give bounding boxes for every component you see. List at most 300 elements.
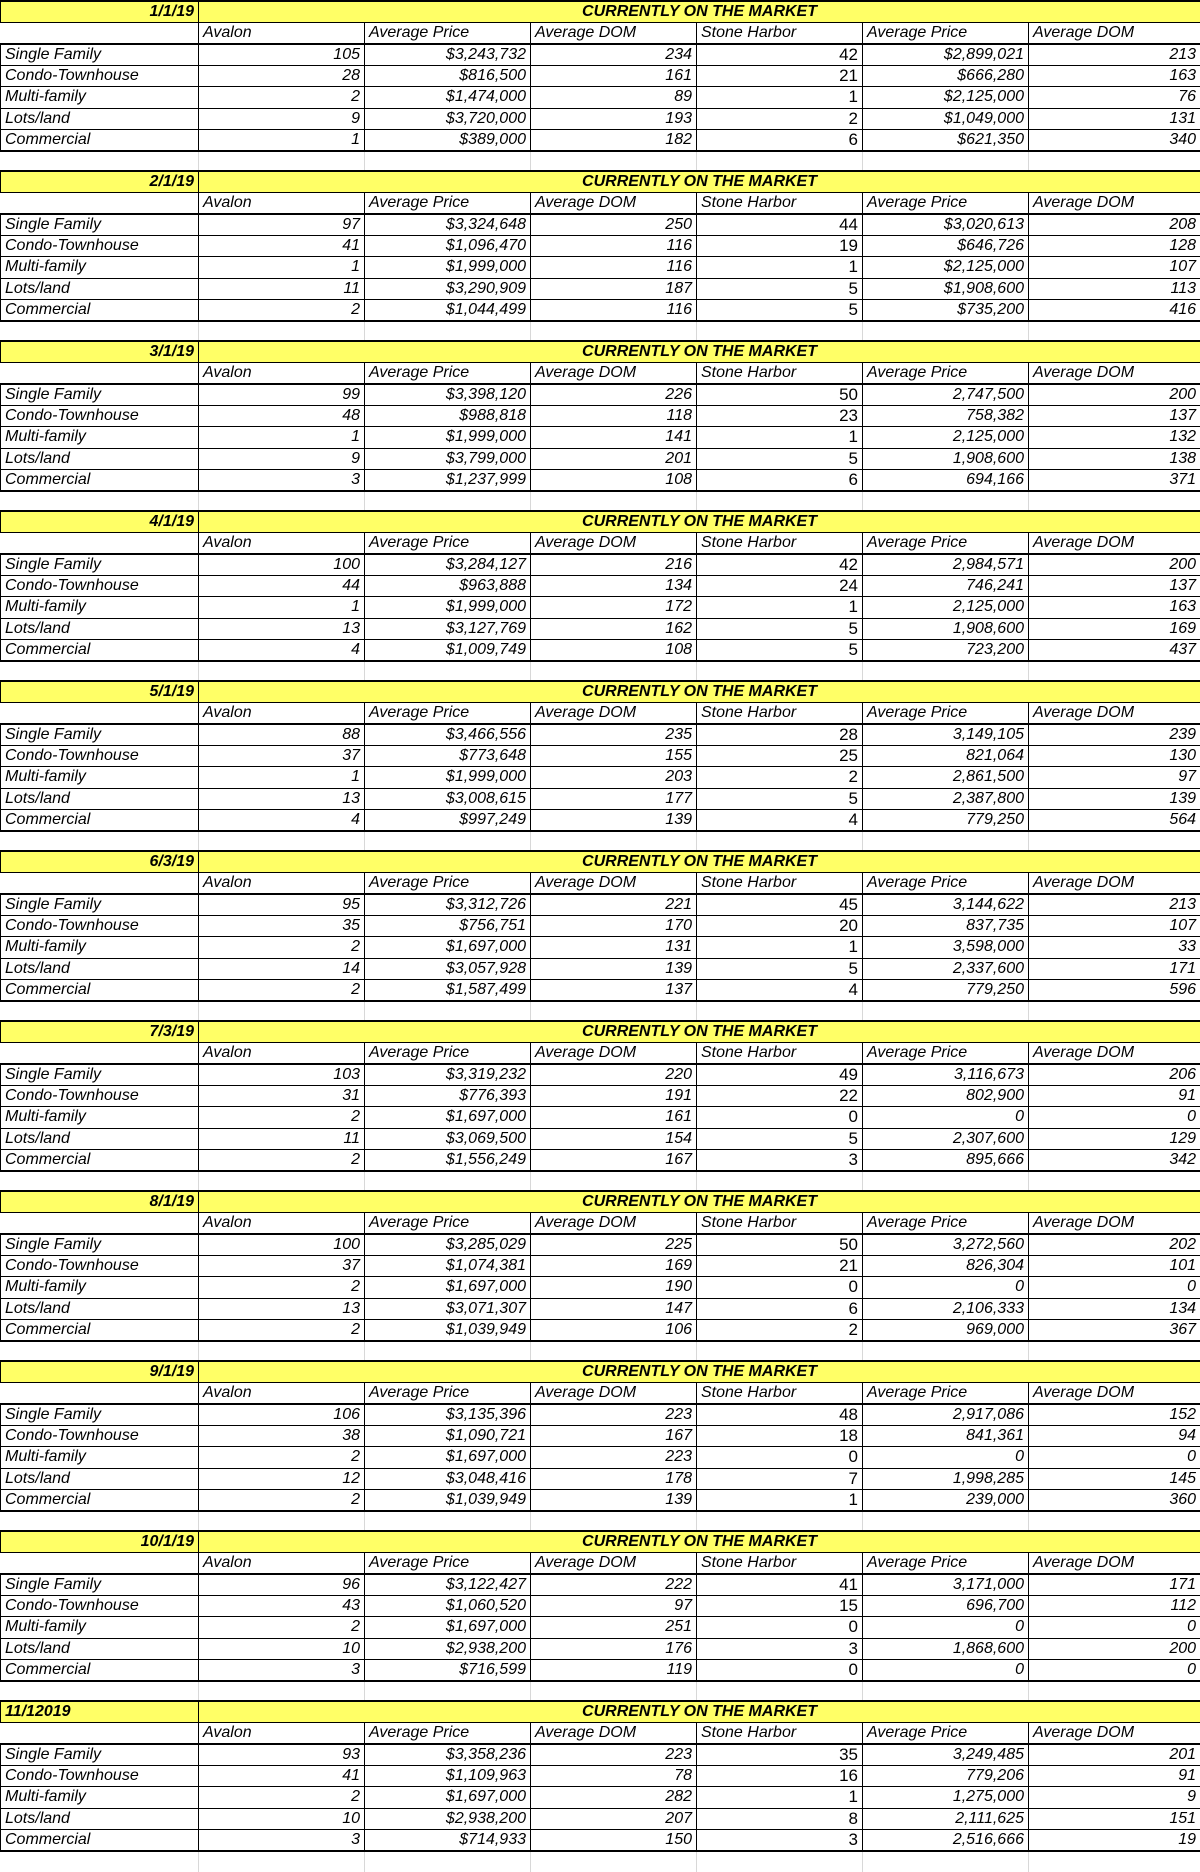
property-type-cell[interactable]: Single Family xyxy=(1,894,199,916)
avalon-avg-dom-cell[interactable]: 134 xyxy=(531,576,697,597)
sh-avg-price-cell[interactable]: 826,304 xyxy=(863,1256,1029,1277)
property-type-cell[interactable]: Multi-family xyxy=(1,597,199,618)
sh-avg-dom-cell[interactable]: 132 xyxy=(1029,427,1200,448)
avalon-count-cell[interactable]: 10 xyxy=(199,1808,365,1829)
sh-count-cell[interactable]: 24 xyxy=(697,576,863,597)
avalon-count-cell[interactable]: 1 xyxy=(199,427,365,448)
corner-cell[interactable] xyxy=(1,1553,199,1575)
sh-avg-price-cell[interactable]: $3,020,613 xyxy=(863,214,1029,236)
sh-avg-price-cell[interactable]: 821,064 xyxy=(863,746,1029,767)
property-type-cell[interactable]: Multi-family xyxy=(1,87,199,108)
avalon-avg-dom-cell[interactable]: 177 xyxy=(531,788,697,809)
avalon-avg-dom-cell[interactable]: 108 xyxy=(531,639,697,661)
avalon-avg-dom-cell[interactable]: 78 xyxy=(531,1766,697,1787)
sh-avg-dom-cell[interactable]: 91 xyxy=(1029,1086,1200,1107)
avalon-avg-price-cell[interactable]: $1,109,963 xyxy=(365,1766,531,1787)
column-header-stone-harbor[interactable]: Stone Harbor xyxy=(697,23,863,45)
corner-cell[interactable] xyxy=(1,23,199,45)
avalon-avg-dom-cell[interactable]: 139 xyxy=(531,1489,697,1511)
sh-count-cell[interactable]: 2 xyxy=(697,108,863,129)
sh-avg-dom-cell[interactable]: 206 xyxy=(1029,1064,1200,1086)
sh-avg-price-cell[interactable]: $735,200 xyxy=(863,299,1029,321)
property-type-cell[interactable]: Single Family xyxy=(1,1574,199,1596)
block-title-cell[interactable]: CURRENTLY ON THE MARKET xyxy=(199,1,1200,23)
sh-avg-price-cell[interactable]: 1,908,600 xyxy=(863,618,1029,639)
block-date-cell[interactable]: 4/1/19 xyxy=(1,511,199,533)
avalon-avg-dom-cell[interactable]: 221 xyxy=(531,894,697,916)
column-header-sh-avg-dom[interactable]: Average DOM xyxy=(1029,363,1200,385)
avalon-count-cell[interactable]: 48 xyxy=(199,406,365,427)
avalon-avg-dom-cell[interactable]: 131 xyxy=(531,937,697,958)
column-header-avalon[interactable]: Avalon xyxy=(199,703,365,725)
column-header-sh-avg-price[interactable]: Average Price xyxy=(863,23,1029,45)
property-type-cell[interactable]: Commercial xyxy=(1,979,199,1001)
sh-avg-dom-cell[interactable]: 128 xyxy=(1029,236,1200,257)
empty-cell[interactable] xyxy=(1,1341,199,1362)
avalon-avg-dom-cell[interactable]: 282 xyxy=(531,1787,697,1808)
avalon-count-cell[interactable]: 41 xyxy=(199,1766,365,1787)
empty-cell[interactable] xyxy=(697,1171,863,1192)
column-header-avalon[interactable]: Avalon xyxy=(199,1383,365,1405)
avalon-count-cell[interactable]: 1 xyxy=(199,767,365,788)
property-type-cell[interactable]: Commercial xyxy=(1,1489,199,1511)
avalon-count-cell[interactable]: 2 xyxy=(199,1107,365,1128)
empty-cell[interactable] xyxy=(199,1171,365,1192)
sh-avg-dom-cell[interactable]: 367 xyxy=(1029,1319,1200,1341)
column-header-stone-harbor[interactable]: Stone Harbor xyxy=(697,1553,863,1575)
sh-avg-price-cell[interactable]: 3,149,105 xyxy=(863,724,1029,746)
sh-avg-dom-cell[interactable]: 19 xyxy=(1029,1829,1200,1851)
column-header-sh-avg-price[interactable]: Average Price xyxy=(863,873,1029,895)
empty-cell[interactable] xyxy=(1,151,199,172)
block-date-cell[interactable]: 10/1/19 xyxy=(1,1531,199,1553)
avalon-avg-dom-cell[interactable]: 223 xyxy=(531,1447,697,1468)
sh-avg-dom-cell[interactable]: 137 xyxy=(1029,576,1200,597)
column-header-stone-harbor[interactable]: Stone Harbor xyxy=(697,1383,863,1405)
sh-avg-dom-cell[interactable]: 200 xyxy=(1029,1638,1200,1659)
avalon-count-cell[interactable]: 1 xyxy=(199,257,365,278)
avalon-count-cell[interactable]: 1 xyxy=(199,129,365,151)
sh-avg-price-cell[interactable]: 2,516,666 xyxy=(863,1829,1029,1851)
property-type-cell[interactable]: Commercial xyxy=(1,469,199,491)
property-type-cell[interactable]: Single Family xyxy=(1,1234,199,1256)
property-type-cell[interactable]: Lots/land xyxy=(1,108,199,129)
avalon-count-cell[interactable]: 88 xyxy=(199,724,365,746)
sh-avg-dom-cell[interactable]: 101 xyxy=(1029,1256,1200,1277)
column-header-sh-avg-dom[interactable]: Average DOM xyxy=(1029,873,1200,895)
empty-cell[interactable] xyxy=(365,1171,531,1192)
column-header-avalon-avg-price[interactable]: Average Price xyxy=(365,873,531,895)
empty-cell[interactable] xyxy=(1,321,199,342)
empty-cell[interactable] xyxy=(863,1171,1029,1192)
sh-avg-price-cell[interactable]: 3,171,000 xyxy=(863,1574,1029,1596)
avalon-avg-dom-cell[interactable]: 106 xyxy=(531,1319,697,1341)
sh-avg-price-cell[interactable]: 2,387,800 xyxy=(863,788,1029,809)
empty-cell[interactable] xyxy=(531,1511,697,1532)
avalon-count-cell[interactable]: 13 xyxy=(199,618,365,639)
avalon-avg-price-cell[interactable]: $716,599 xyxy=(365,1659,531,1681)
sh-avg-price-cell[interactable]: 0 xyxy=(863,1659,1029,1681)
avalon-count-cell[interactable]: 11 xyxy=(199,1128,365,1149)
empty-cell[interactable] xyxy=(1029,661,1200,682)
sh-avg-price-cell[interactable]: 0 xyxy=(863,1617,1029,1638)
sh-count-cell[interactable]: 5 xyxy=(697,1128,863,1149)
avalon-avg-dom-cell[interactable]: 147 xyxy=(531,1298,697,1319)
empty-cell[interactable] xyxy=(863,1851,1029,1872)
column-header-sh-avg-price[interactable]: Average Price xyxy=(863,363,1029,385)
column-header-avalon-avg-dom[interactable]: Average DOM xyxy=(531,1723,697,1745)
sh-avg-dom-cell[interactable]: 33 xyxy=(1029,937,1200,958)
column-header-avalon[interactable]: Avalon xyxy=(199,193,365,215)
property-type-cell[interactable]: Multi-family xyxy=(1,1447,199,1468)
sh-avg-price-cell[interactable]: $2,125,000 xyxy=(863,87,1029,108)
sh-avg-dom-cell[interactable]: 200 xyxy=(1029,384,1200,406)
sh-avg-dom-cell[interactable]: 131 xyxy=(1029,108,1200,129)
avalon-count-cell[interactable]: 3 xyxy=(199,1829,365,1851)
avalon-count-cell[interactable]: 2 xyxy=(199,1149,365,1171)
empty-cell[interactable] xyxy=(1029,321,1200,342)
empty-cell[interactable] xyxy=(1,1681,199,1702)
sh-avg-price-cell[interactable]: 1,908,600 xyxy=(863,448,1029,469)
empty-cell[interactable] xyxy=(199,661,365,682)
corner-cell[interactable] xyxy=(1,1043,199,1065)
avalon-avg-price-cell[interactable]: $1,697,000 xyxy=(365,937,531,958)
avalon-count-cell[interactable]: 2 xyxy=(199,937,365,958)
sh-count-cell[interactable]: 0 xyxy=(697,1617,863,1638)
avalon-count-cell[interactable]: 9 xyxy=(199,108,365,129)
avalon-count-cell[interactable]: 2 xyxy=(199,1787,365,1808)
sh-avg-price-cell[interactable]: 0 xyxy=(863,1447,1029,1468)
property-type-cell[interactable]: Single Family xyxy=(1,1064,199,1086)
avalon-count-cell[interactable]: 1 xyxy=(199,597,365,618)
sh-count-cell[interactable]: 42 xyxy=(697,554,863,576)
sh-count-cell[interactable]: 5 xyxy=(697,788,863,809)
sh-count-cell[interactable]: 5 xyxy=(697,278,863,299)
avalon-avg-price-cell[interactable]: $1,237,999 xyxy=(365,469,531,491)
sh-avg-dom-cell[interactable]: 239 xyxy=(1029,724,1200,746)
avalon-count-cell[interactable]: 93 xyxy=(199,1744,365,1766)
sh-avg-price-cell[interactable]: 0 xyxy=(863,1107,1029,1128)
avalon-avg-dom-cell[interactable]: 119 xyxy=(531,1659,697,1681)
property-type-cell[interactable]: Lots/land xyxy=(1,788,199,809)
avalon-avg-price-cell[interactable]: $2,938,200 xyxy=(365,1808,531,1829)
column-header-avalon[interactable]: Avalon xyxy=(199,1723,365,1745)
sh-avg-price-cell[interactable]: 2,337,600 xyxy=(863,958,1029,979)
column-header-avalon-avg-dom[interactable]: Average DOM xyxy=(531,23,697,45)
sh-avg-price-cell[interactable]: $646,726 xyxy=(863,236,1029,257)
avalon-count-cell[interactable]: 95 xyxy=(199,894,365,916)
avalon-avg-price-cell[interactable]: $3,466,556 xyxy=(365,724,531,746)
avalon-avg-dom-cell[interactable]: 190 xyxy=(531,1277,697,1298)
avalon-avg-dom-cell[interactable]: 207 xyxy=(531,1808,697,1829)
avalon-avg-price-cell[interactable]: $1,060,520 xyxy=(365,1596,531,1617)
property-type-cell[interactable]: Condo-Townhouse xyxy=(1,406,199,427)
sh-avg-dom-cell[interactable]: 129 xyxy=(1029,1128,1200,1149)
avalon-avg-price-cell[interactable]: $3,122,427 xyxy=(365,1574,531,1596)
sh-avg-dom-cell[interactable]: 0 xyxy=(1029,1659,1200,1681)
empty-cell[interactable] xyxy=(199,1511,365,1532)
column-header-avalon-avg-price[interactable]: Average Price xyxy=(365,1383,531,1405)
sh-avg-price-cell[interactable]: 2,106,333 xyxy=(863,1298,1029,1319)
column-header-sh-avg-dom[interactable]: Average DOM xyxy=(1029,1553,1200,1575)
sh-avg-dom-cell[interactable]: 94 xyxy=(1029,1426,1200,1447)
property-type-cell[interactable]: Commercial xyxy=(1,1829,199,1851)
empty-cell[interactable] xyxy=(1029,491,1200,512)
empty-cell[interactable] xyxy=(365,1511,531,1532)
column-header-sh-avg-price[interactable]: Average Price xyxy=(863,533,1029,555)
block-title-cell[interactable]: CURRENTLY ON THE MARKET xyxy=(199,851,1200,873)
avalon-count-cell[interactable]: 4 xyxy=(199,809,365,831)
avalon-count-cell[interactable]: 2 xyxy=(199,299,365,321)
column-header-sh-avg-dom[interactable]: Average DOM xyxy=(1029,1383,1200,1405)
sh-avg-dom-cell[interactable]: 145 xyxy=(1029,1468,1200,1489)
avalon-avg-dom-cell[interactable]: 176 xyxy=(531,1638,697,1659)
avalon-avg-dom-cell[interactable]: 116 xyxy=(531,257,697,278)
avalon-avg-price-cell[interactable]: $1,697,000 xyxy=(365,1787,531,1808)
empty-cell[interactable] xyxy=(1029,1851,1200,1872)
empty-cell[interactable] xyxy=(863,1511,1029,1532)
avalon-avg-price-cell[interactable]: $1,474,000 xyxy=(365,87,531,108)
sh-avg-dom-cell[interactable]: 169 xyxy=(1029,618,1200,639)
avalon-avg-dom-cell[interactable]: 234 xyxy=(531,44,697,66)
avalon-count-cell[interactable]: 2 xyxy=(199,979,365,1001)
empty-cell[interactable] xyxy=(863,151,1029,172)
empty-cell[interactable] xyxy=(1,661,199,682)
sh-avg-dom-cell[interactable]: 371 xyxy=(1029,469,1200,491)
avalon-avg-price-cell[interactable]: $3,135,396 xyxy=(365,1404,531,1426)
sh-count-cell[interactable]: 19 xyxy=(697,236,863,257)
property-type-cell[interactable]: Lots/land xyxy=(1,1808,199,1829)
avalon-avg-dom-cell[interactable]: 223 xyxy=(531,1744,697,1766)
property-type-cell[interactable]: Condo-Townhouse xyxy=(1,1256,199,1277)
sh-avg-dom-cell[interactable]: 564 xyxy=(1029,809,1200,831)
empty-cell[interactable] xyxy=(863,491,1029,512)
column-header-avalon-avg-price[interactable]: Average Price xyxy=(365,1213,531,1235)
property-type-cell[interactable]: Lots/land xyxy=(1,448,199,469)
empty-cell[interactable] xyxy=(1029,1001,1200,1022)
property-type-cell[interactable]: Single Family xyxy=(1,1404,199,1426)
sh-avg-dom-cell[interactable]: 342 xyxy=(1029,1149,1200,1171)
block-title-cell[interactable]: CURRENTLY ON THE MARKET xyxy=(199,1021,1200,1043)
block-title-cell[interactable]: CURRENTLY ON THE MARKET xyxy=(199,171,1200,193)
column-header-avalon[interactable]: Avalon xyxy=(199,533,365,555)
avalon-avg-price-cell[interactable]: $3,799,000 xyxy=(365,448,531,469)
empty-cell[interactable] xyxy=(697,321,863,342)
empty-cell[interactable] xyxy=(531,491,697,512)
sh-count-cell[interactable]: 2 xyxy=(697,1319,863,1341)
property-type-cell[interactable]: Commercial xyxy=(1,639,199,661)
sh-avg-dom-cell[interactable]: 163 xyxy=(1029,597,1200,618)
avalon-count-cell[interactable]: 9 xyxy=(199,448,365,469)
empty-cell[interactable] xyxy=(1,1001,199,1022)
corner-cell[interactable] xyxy=(1,1383,199,1405)
sh-avg-dom-cell[interactable]: 139 xyxy=(1029,788,1200,809)
avalon-avg-dom-cell[interactable]: 187 xyxy=(531,278,697,299)
property-type-cell[interactable]: Multi-family xyxy=(1,257,199,278)
sh-avg-price-cell[interactable]: 3,598,000 xyxy=(863,937,1029,958)
sh-avg-price-cell[interactable]: 2,307,600 xyxy=(863,1128,1029,1149)
avalon-count-cell[interactable]: 37 xyxy=(199,1256,365,1277)
avalon-avg-dom-cell[interactable]: 172 xyxy=(531,597,697,618)
empty-cell[interactable] xyxy=(199,831,365,852)
sh-avg-dom-cell[interactable]: 596 xyxy=(1029,979,1200,1001)
avalon-avg-price-cell[interactable]: $773,648 xyxy=(365,746,531,767)
avalon-avg-price-cell[interactable]: $714,933 xyxy=(365,1829,531,1851)
avalon-avg-price-cell[interactable]: $1,090,721 xyxy=(365,1426,531,1447)
avalon-count-cell[interactable]: 100 xyxy=(199,1234,365,1256)
sh-avg-price-cell[interactable]: $1,049,000 xyxy=(863,108,1029,129)
sh-avg-price-cell[interactable]: 1,275,000 xyxy=(863,1787,1029,1808)
avalon-count-cell[interactable]: 97 xyxy=(199,214,365,236)
empty-cell[interactable] xyxy=(697,1851,863,1872)
sh-avg-dom-cell[interactable]: 97 xyxy=(1029,767,1200,788)
empty-cell[interactable] xyxy=(365,491,531,512)
avalon-avg-price-cell[interactable]: $816,500 xyxy=(365,66,531,87)
avalon-avg-dom-cell[interactable]: 223 xyxy=(531,1404,697,1426)
empty-cell[interactable] xyxy=(531,1851,697,1872)
sh-avg-price-cell[interactable]: 779,250 xyxy=(863,979,1029,1001)
avalon-avg-price-cell[interactable]: $3,071,307 xyxy=(365,1298,531,1319)
property-type-cell[interactable]: Multi-family xyxy=(1,767,199,788)
avalon-avg-dom-cell[interactable]: 169 xyxy=(531,1256,697,1277)
property-type-cell[interactable]: Multi-family xyxy=(1,427,199,448)
sh-count-cell[interactable]: 0 xyxy=(697,1277,863,1298)
column-header-avalon-avg-dom[interactable]: Average DOM xyxy=(531,1043,697,1065)
empty-cell[interactable] xyxy=(531,151,697,172)
column-header-avalon-avg-dom[interactable]: Average DOM xyxy=(531,1553,697,1575)
avalon-count-cell[interactable]: 4 xyxy=(199,639,365,661)
avalon-count-cell[interactable]: 2 xyxy=(199,1319,365,1341)
empty-cell[interactable] xyxy=(697,151,863,172)
sh-avg-price-cell[interactable]: 2,917,086 xyxy=(863,1404,1029,1426)
avalon-avg-price-cell[interactable]: $1,999,000 xyxy=(365,427,531,448)
sh-avg-price-cell[interactable]: 3,116,673 xyxy=(863,1064,1029,1086)
column-header-stone-harbor[interactable]: Stone Harbor xyxy=(697,363,863,385)
avalon-avg-price-cell[interactable]: $3,243,732 xyxy=(365,44,531,66)
avalon-count-cell[interactable]: 14 xyxy=(199,958,365,979)
sh-count-cell[interactable]: 0 xyxy=(697,1659,863,1681)
sh-count-cell[interactable]: 15 xyxy=(697,1596,863,1617)
avalon-avg-dom-cell[interactable]: 225 xyxy=(531,1234,697,1256)
avalon-avg-dom-cell[interactable]: 203 xyxy=(531,767,697,788)
avalon-avg-price-cell[interactable]: $1,999,000 xyxy=(365,767,531,788)
property-type-cell[interactable]: Single Family xyxy=(1,554,199,576)
property-type-cell[interactable]: Lots/land xyxy=(1,1298,199,1319)
avalon-avg-price-cell[interactable]: $1,039,949 xyxy=(365,1489,531,1511)
sh-avg-price-cell[interactable]: 694,166 xyxy=(863,469,1029,491)
sh-count-cell[interactable]: 1 xyxy=(697,257,863,278)
property-type-cell[interactable]: Condo-Townhouse xyxy=(1,576,199,597)
sh-avg-price-cell[interactable]: $1,908,600 xyxy=(863,278,1029,299)
avalon-avg-dom-cell[interactable]: 235 xyxy=(531,724,697,746)
sh-avg-price-cell[interactable]: 2,111,625 xyxy=(863,1808,1029,1829)
sh-count-cell[interactable]: 8 xyxy=(697,1808,863,1829)
column-header-stone-harbor[interactable]: Stone Harbor xyxy=(697,533,863,555)
sh-avg-dom-cell[interactable]: 163 xyxy=(1029,66,1200,87)
block-date-cell[interactable]: 11/12019 xyxy=(1,1701,199,1723)
sh-avg-dom-cell[interactable]: 152 xyxy=(1029,1404,1200,1426)
sh-avg-dom-cell[interactable]: 0 xyxy=(1029,1277,1200,1298)
avalon-avg-dom-cell[interactable]: 251 xyxy=(531,1617,697,1638)
empty-cell[interactable] xyxy=(697,491,863,512)
empty-cell[interactable] xyxy=(1029,1171,1200,1192)
column-header-avalon[interactable]: Avalon xyxy=(199,873,365,895)
sh-avg-dom-cell[interactable]: 130 xyxy=(1029,746,1200,767)
block-date-cell[interactable]: 7/3/19 xyxy=(1,1021,199,1043)
avalon-avg-price-cell[interactable]: $756,751 xyxy=(365,916,531,937)
avalon-avg-dom-cell[interactable]: 150 xyxy=(531,1829,697,1851)
sh-avg-price-cell[interactable]: 0 xyxy=(863,1277,1029,1298)
avalon-count-cell[interactable]: 12 xyxy=(199,1468,365,1489)
column-header-sh-avg-dom[interactable]: Average DOM xyxy=(1029,1723,1200,1745)
property-type-cell[interactable]: Multi-family xyxy=(1,1277,199,1298)
avalon-count-cell[interactable]: 106 xyxy=(199,1404,365,1426)
column-header-avalon-avg-price[interactable]: Average Price xyxy=(365,533,531,555)
property-type-cell[interactable]: Multi-family xyxy=(1,1617,199,1638)
sh-count-cell[interactable]: 7 xyxy=(697,1468,863,1489)
avalon-avg-dom-cell[interactable]: 250 xyxy=(531,214,697,236)
avalon-avg-dom-cell[interactable]: 137 xyxy=(531,979,697,1001)
sh-avg-price-cell[interactable]: $621,350 xyxy=(863,129,1029,151)
sh-avg-dom-cell[interactable]: 201 xyxy=(1029,1744,1200,1766)
column-header-avalon[interactable]: Avalon xyxy=(199,1043,365,1065)
block-date-cell[interactable]: 9/1/19 xyxy=(1,1361,199,1383)
sh-avg-dom-cell[interactable]: 0 xyxy=(1029,1107,1200,1128)
property-type-cell[interactable]: Condo-Townhouse xyxy=(1,1086,199,1107)
column-header-stone-harbor[interactable]: Stone Harbor xyxy=(697,1723,863,1745)
sh-avg-price-cell[interactable]: 2,984,571 xyxy=(863,554,1029,576)
property-type-cell[interactable]: Single Family xyxy=(1,1744,199,1766)
sh-avg-dom-cell[interactable]: 113 xyxy=(1029,278,1200,299)
empty-cell[interactable] xyxy=(1,1171,199,1192)
property-type-cell[interactable]: Commercial xyxy=(1,1149,199,1171)
sh-count-cell[interactable]: 21 xyxy=(697,66,863,87)
sh-count-cell[interactable]: 1 xyxy=(697,1787,863,1808)
empty-cell[interactable] xyxy=(863,661,1029,682)
column-header-sh-avg-price[interactable]: Average Price xyxy=(863,703,1029,725)
empty-cell[interactable] xyxy=(1,1511,199,1532)
avalon-avg-price-cell[interactable]: $3,319,232 xyxy=(365,1064,531,1086)
avalon-avg-price-cell[interactable]: $1,074,381 xyxy=(365,1256,531,1277)
column-header-sh-avg-dom[interactable]: Average DOM xyxy=(1029,533,1200,555)
column-header-stone-harbor[interactable]: Stone Harbor xyxy=(697,703,863,725)
avalon-avg-dom-cell[interactable]: 167 xyxy=(531,1149,697,1171)
property-type-cell[interactable]: Condo-Townhouse xyxy=(1,746,199,767)
avalon-count-cell[interactable]: 35 xyxy=(199,916,365,937)
empty-cell[interactable] xyxy=(199,1681,365,1702)
sh-avg-price-cell[interactable]: 696,700 xyxy=(863,1596,1029,1617)
avalon-avg-price-cell[interactable]: $3,008,615 xyxy=(365,788,531,809)
empty-cell[interactable] xyxy=(1,831,199,852)
column-header-avalon-avg-dom[interactable]: Average DOM xyxy=(531,873,697,895)
property-type-cell[interactable]: Commercial xyxy=(1,1319,199,1341)
avalon-avg-dom-cell[interactable]: 170 xyxy=(531,916,697,937)
block-date-cell[interactable]: 5/1/19 xyxy=(1,681,199,703)
empty-cell[interactable] xyxy=(697,1681,863,1702)
avalon-count-cell[interactable]: 3 xyxy=(199,1659,365,1681)
sh-avg-price-cell[interactable]: 1,998,285 xyxy=(863,1468,1029,1489)
sh-count-cell[interactable]: 45 xyxy=(697,894,863,916)
avalon-avg-price-cell[interactable]: $3,358,236 xyxy=(365,1744,531,1766)
avalon-avg-price-cell[interactable]: $963,888 xyxy=(365,576,531,597)
column-header-stone-harbor[interactable]: Stone Harbor xyxy=(697,1213,863,1235)
empty-cell[interactable] xyxy=(199,491,365,512)
avalon-count-cell[interactable]: 10 xyxy=(199,1638,365,1659)
column-header-avalon-avg-dom[interactable]: Average DOM xyxy=(531,533,697,555)
avalon-avg-price-cell[interactable]: $1,697,000 xyxy=(365,1107,531,1128)
sh-avg-price-cell[interactable]: 895,666 xyxy=(863,1149,1029,1171)
empty-cell[interactable] xyxy=(365,1341,531,1362)
